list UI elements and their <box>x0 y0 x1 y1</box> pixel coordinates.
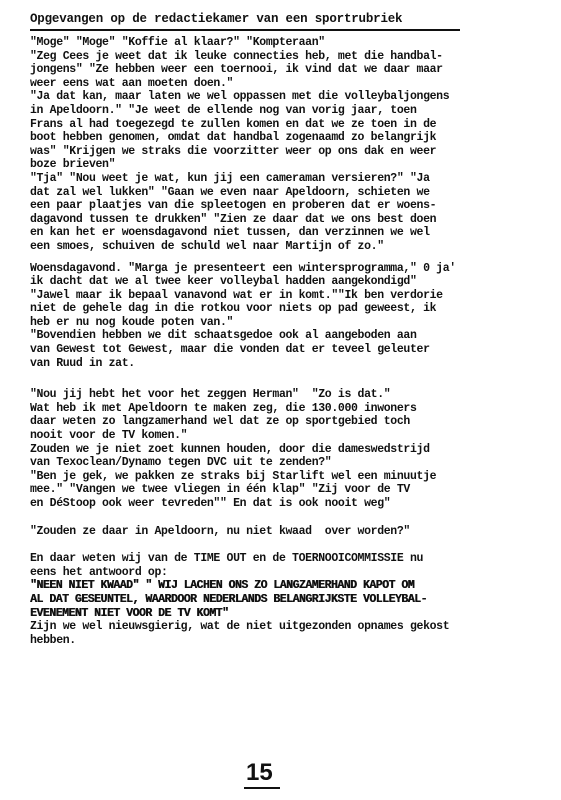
text-line: en DéStoop ook weer tevreden"" En dat is ook nooit weg" <box>30 497 391 510</box>
shout-line: "NEEN NIET KWAAD" " WIJ LACHEN ONS ZO LANGZAMERHAND KAPOT OM <box>30 579 415 593</box>
text-line: en kan het er woensdagavond niet tussen, dan verzinnen we wel <box>30 226 430 240</box>
paragraph-4 <box>30 525 555 539</box>
text-line: dat zal wel lukken" "Gaan we even naar Apeldoorn, schieten we <box>30 185 430 199</box>
paragraph-5 <box>30 552 555 647</box>
text-line: weer eens wat aan moeten doen." <box>30 76 234 90</box>
paragraph-2 <box>30 262 555 371</box>
text-line: nooit voor de TV komen." <box>30 429 188 443</box>
text-line: Wat heb ik met Apeldoorn te maken zeg, die 130.000 inwoners <box>30 401 417 415</box>
shout-line: EVENEMENT NIET VOOR DE TV KOMT" <box>30 606 229 620</box>
text-line: dagavond tussen te drukken" "Zien ze daar dat we ons best doen <box>30 212 437 226</box>
text-line: daar weten zo langzamerhand wel dat ze op sportgebied toch <box>30 415 410 429</box>
text-line: "Zouden ze daar in Apeldoorn, nu niet kwaad over worden?" <box>30 524 410 538</box>
text-line: "Bovendien hebben we dit schaatsgedoe ook al aangeboden aan <box>30 329 417 343</box>
paragraph-gap <box>30 511 555 525</box>
text-line: was" "Krijgen we straks die voorzitter weer op ons dak en weer <box>30 144 437 158</box>
page-number: 15 <box>246 759 273 786</box>
article-title: Opgevangen op de redactiekamer van een sportrubriek <box>30 12 403 26</box>
text-line: jongens" "Ze hebben weer een toernooi, ik vind dat we daar maar <box>30 63 443 77</box>
text-line: van Texoclean/Dynamo tegen DVC uit te zenden?" <box>30 456 332 470</box>
text-line: "Tja" "Nou weet je wat, kun jij een cameraman versieren?" "Ja <box>30 171 430 185</box>
text-line: En daar weten wij van de TIME OUT en de TOERNOOICOMMISSIE nu <box>30 552 424 566</box>
paragraph-gap <box>30 538 555 552</box>
text-line: hebben. <box>30 633 76 647</box>
text-line: Zouden we je niet zoet kunnen houden, door die dameswedstrijd <box>30 442 430 456</box>
paragraph-gap <box>30 370 555 388</box>
text-line: Frans al had toegezegd te zullen komen en dat we ze toen in de <box>30 117 437 131</box>
text-line: eens het antwoord op: <box>30 565 168 579</box>
text-line: mee." "Vangen we twee vliegen in één klap" "Zij voor de TV <box>30 483 410 497</box>
title-underline <box>30 29 460 31</box>
text-line: van Ruud in zat. <box>30 356 135 370</box>
text-line: een smoes, schuiven de schuld wel naar Martijn of zo." <box>30 239 384 253</box>
text-line: Zijn we wel nieuwsgierig, wat de niet uitgezonden opnames gekost <box>30 620 450 634</box>
text-line: heb er nu nog koude poten van." <box>30 315 234 329</box>
page-number-underline <box>244 787 280 789</box>
article-body <box>30 36 555 647</box>
text-line: een paar plaatjes van die spleetogen en proberen dat er woens- <box>30 199 437 213</box>
text-line: "Nou jij hebt het voor het zeggen Herman" "Zo is dat." <box>30 388 391 402</box>
text-line: ik dacht dat we al twee keer volleybal hadden aangekondigd" <box>30 275 417 289</box>
text-line: Woensdagavond. "Marga je presenteert een wintersprogramma," 0 ja' <box>30 261 456 275</box>
text-line: van Gewest tot Gewest, maar die vonden dat er teveel geleuter <box>30 343 430 357</box>
text-line: "Zeg Cees je weet dat ik leuke connecties heb, met die handbal- <box>30 49 443 63</box>
text-line: "Ben je gek, we pakken ze straks bij Starlift wel een minuutje <box>30 469 437 483</box>
paragraph-gap <box>30 254 555 262</box>
text-line: niet de gehele dag in die rotkou voor niets op pad geweest, ik <box>30 302 437 316</box>
text-line: boot hebben genomen, omdat dat handbal zogenaamd zo belangrijk <box>30 131 437 145</box>
text-line: boze brieven" <box>30 158 116 172</box>
text-line: "Ja dat kan, maar laten we wel oppassen met die volleybaljongens <box>30 90 450 104</box>
shout-line: AL DAT GESEUNTEL, WAARDOOR NEDERLANDS BELANGRIJKSTE VOLLEYBAL- <box>30 592 427 606</box>
text-line: in Apeldoorn." "Je weet de ellende nog van vorig jaar, toen <box>30 103 417 117</box>
text-line: "Jawel maar ik bepaal vanavond wat er in komt.""Ik ben verdorie <box>30 288 443 302</box>
text-line: "Moge" "Moge" "Koffie al klaar?" "Kompteraan" <box>30 36 325 49</box>
paragraph-3 <box>30 388 555 510</box>
paragraph-1 <box>30 36 555 254</box>
